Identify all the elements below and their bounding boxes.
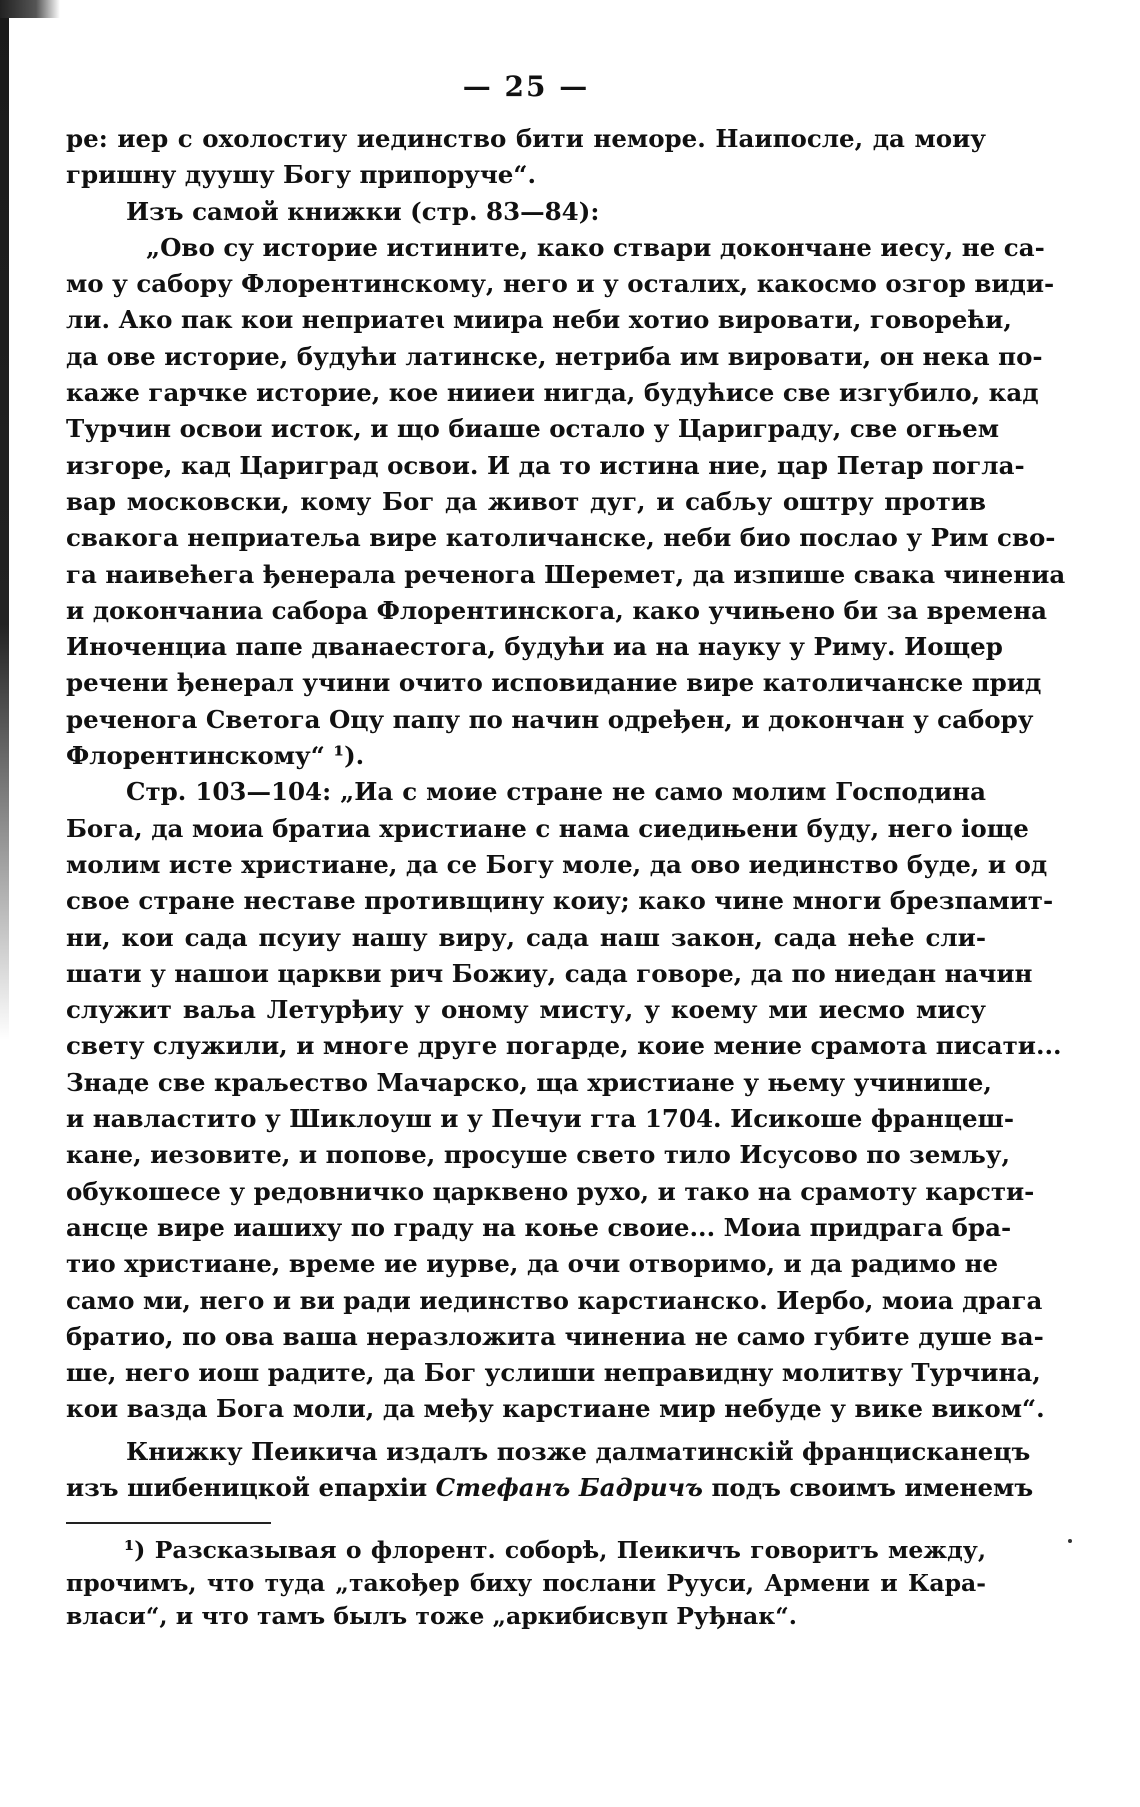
text-line: кои вазда Бога моли, да међу карстиане мир небуде у вике виком“. [66, 1394, 1045, 1424]
text-line: Книжку Пеикича издалъ позже далматинскій францисканецъ [126, 1436, 1031, 1466]
text-line: Флорентинскому“ ¹). [66, 741, 365, 771]
text-line: и докончаниа сабора Флорентинскога, како учињено би за времена [66, 595, 1048, 625]
text-line: своe стране неставе противщину коиу; како чине многи брезпамит- [66, 886, 1054, 916]
text-segment: изъ шибеницкой епархіи [66, 1472, 428, 1502]
text-line: кане, иезовите, и попове, просуше свето тило Исусово по земљу, [66, 1140, 1010, 1170]
text-line: Знаде све краљество Мачарско, ща христиане у њему учинише, [66, 1067, 992, 1097]
text-line: реченога Светога Оцу папу по начин одређен, и докончан у сабору [66, 704, 1034, 734]
footnote-divider [66, 1522, 271, 1524]
text-line: Стр. 103—104: „Иа с моие стране не само молим Господина [126, 777, 986, 807]
text-line: ре: иер с охолостиу иединство бити неморе. Наипосле, да моиу [66, 124, 986, 153]
page-number: — 25 — [462, 70, 590, 103]
italic-name: Стефанъ Бадричъ [435, 1472, 703, 1502]
scan-edge-corner [0, 0, 60, 18]
text-segment: подъ своимъ именемъ [711, 1472, 1034, 1502]
text-line-mixed [66, 1470, 1034, 1506]
text-line: и навластито у Шиклоуш и у Печуи гта 1704. Исикоше францеш- [66, 1104, 1015, 1134]
text-line: вар московски, кому Бог да живот дуг, и сабљу оштру против [66, 486, 986, 516]
text-line: ли. Ако пак кои неприатеꙇ миира неби хотио вировати, говорећи, [66, 305, 1012, 335]
text-line: тио христиане, време ие иурве, да очи отворимо, и да радимо не [66, 1249, 999, 1279]
text-line: Изъ самой книжки (стр. 83—84): [126, 196, 600, 226]
main-text [66, 121, 1066, 1506]
text-line: речени ђенерал учини очито исповидание вире католичанске прид [66, 668, 1042, 698]
text-line: каже гарчке историе, кое нииеи нигда, будућисе све изгубило, кад [66, 378, 1039, 408]
document-page [66, 70, 1066, 1633]
scan-edge-shadow [0, 0, 9, 1040]
text-line: Бога, да моиа братиа христиане с нама сиедињени буду, него ioще [66, 813, 1029, 843]
text-line: га наивећега ђенерала реченога Шеремет, да изпише свака чинениа [66, 559, 1066, 589]
text-line: изгоре, кад Цариград освои. И да то истина ние, цар Петар погла- [66, 450, 1025, 480]
text-line: да ове историе, будући латинске, нетриба им вировати, он нека по- [66, 341, 1043, 371]
text-line: Турчин освои исток, и що биаше остало у Цариграду, све огњем [66, 414, 999, 444]
footnote-line: ¹) Разсказывая о флорент. соборѣ, Пеикичъ говоритъ между, [124, 1536, 986, 1565]
text-line: Иноченциа папе дванаестога, будући иа на науку у Риму. Иощер [66, 632, 1003, 662]
footnote-line: прочимъ, что туда „такођер биху послани Рууси, Армени и Кара- [66, 1569, 986, 1598]
text-line: служит ваља Летурђиу у оному мисту, у коему ми иесмо мису [66, 995, 986, 1025]
text-line: ше, него иош радите, да Бог услиши неправидну молитву Турчина, [66, 1358, 1041, 1388]
text-line: братио, по ова ваша неразложита чинениа не само губите душе ва- [66, 1321, 1044, 1351]
footnote [66, 1534, 986, 1633]
text-line: свету служили, и многе друге погарде, коие мение срамота писати... [66, 1031, 1062, 1061]
text-line: молим исте христиане, да се Богу моле, да ово иединство буде, и од [66, 849, 1048, 879]
text-line: шати у нашои царкви рич Божиу, сада говоре, да по ниедан начин [66, 958, 1033, 988]
text-line: свакога неприатеља вире католичанске, неби био послао у Рим сво- [66, 523, 1056, 553]
text-line: обукошесе у редовничко царквено рухо, и тако на срамоту карсти- [66, 1176, 1035, 1206]
text-line: гришну дуушу Богу припоруче“. [66, 160, 536, 190]
text-line: мо у сабору Флорентинскому, него и у осталих, какосмо озгор види- [66, 269, 1055, 299]
text-line: „Ово су историе истините, како ствари докончане иесу, не са- [146, 232, 1045, 262]
scan-speck [1068, 1539, 1072, 1543]
footnote-line: власи“, и что тамъ былъ тоже „аркибисвуп Руђнак“. [66, 1602, 797, 1631]
text-line: ни, кои сада псуиу нашу виру, сада наш закон, сада нећe сли- [66, 922, 986, 952]
text-line: ансце вире иашиху по граду на коње своие... Моиа придрага бра- [66, 1212, 1012, 1242]
text-line: само ми, него и ви ради иединство карстианско. Иербо, моиа драга [66, 1285, 1043, 1315]
